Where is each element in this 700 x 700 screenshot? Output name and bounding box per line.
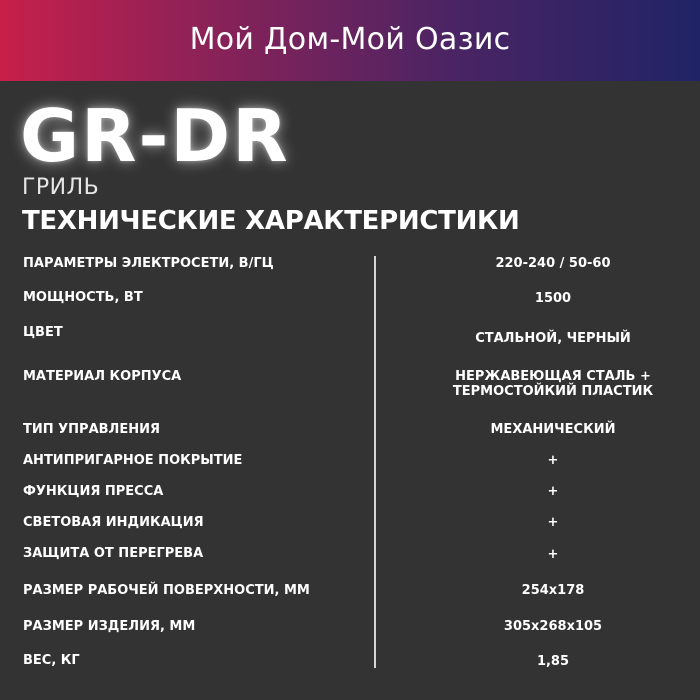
spec-value [400, 291, 700, 306]
section-title: ТЕХНИЧЕСКИЕ ХАРАКТЕРИСТИКИ [22, 206, 520, 236]
spec-value [400, 583, 700, 598]
spec-label: МАТЕРИАЛ КОРПУСА [23, 369, 182, 384]
spec-value-line: + [547, 515, 559, 530]
brand-banner [0, 0, 700, 81]
spec-value [400, 369, 700, 399]
spec-value [400, 484, 700, 499]
product-type: ГРИЛЬ [22, 175, 100, 200]
spec-label: СВЕТОВАЯ ИНДИКАЦИЯ [23, 515, 204, 530]
spec-value [400, 331, 700, 346]
spec-value-line: + [547, 453, 559, 468]
spec-label: ЗАЩИТА ОТ ПЕРЕГРЕВА [23, 546, 204, 561]
spec-label: РАЗМЕР ИЗДЕЛИЯ, ММ [23, 619, 196, 634]
spec-label: МОЩНОСТЬ, ВТ [23, 290, 143, 305]
spec-value [400, 515, 700, 530]
spec-label: ВЕС, КГ [23, 653, 80, 668]
spec-value-line: 1,85 [536, 654, 570, 669]
brand-title: Мой Дом-Мой Оазис [189, 22, 511, 57]
spec-label: ФУНКЦИЯ ПРЕССА [23, 484, 164, 499]
spec-value-line: 220-240 / 50-60 [495, 256, 611, 271]
spec-label: ПАРАМЕТРЫ ЭЛЕКТРОСЕТИ, В/ГЦ [23, 256, 274, 271]
spec-value [400, 654, 700, 669]
column-divider [374, 256, 376, 668]
spec-value-line: ТЕРМОСТОЙКИЙ ПЛАСТИК [452, 384, 654, 399]
spec-value [400, 453, 700, 468]
spec-label: РАЗМЕР РАБОЧЕЙ ПОВЕРХНОСТИ, ММ [23, 583, 310, 598]
spec-value-line: + [547, 547, 559, 562]
spec-value [400, 256, 700, 271]
spec-value [400, 422, 700, 437]
product-model: GR-DR [20, 94, 290, 178]
spec-value-line: НЕРЖАВЕЮЩАЯ СТАЛЬ + [455, 369, 651, 384]
spec-value-line: 305х268х105 [503, 619, 603, 634]
spec-value-line: 254х178 [521, 583, 585, 598]
spec-value-line: МЕХАНИЧЕСКИЙ [490, 422, 616, 437]
spec-value-line: + [547, 484, 559, 499]
spec-value-line: 1500 [534, 291, 572, 306]
spec-value-line: СТАЛЬНОЙ, ЧЕРНЫЙ [475, 331, 631, 346]
spec-label: АНТИПРИГАРНОЕ ПОКРЫТИЕ [23, 453, 243, 468]
spec-value [400, 547, 700, 562]
spec-label: ТИП УПРАВЛЕНИЯ [23, 422, 161, 437]
spec-label: ЦВЕТ [23, 325, 63, 340]
spec-value [400, 619, 700, 634]
